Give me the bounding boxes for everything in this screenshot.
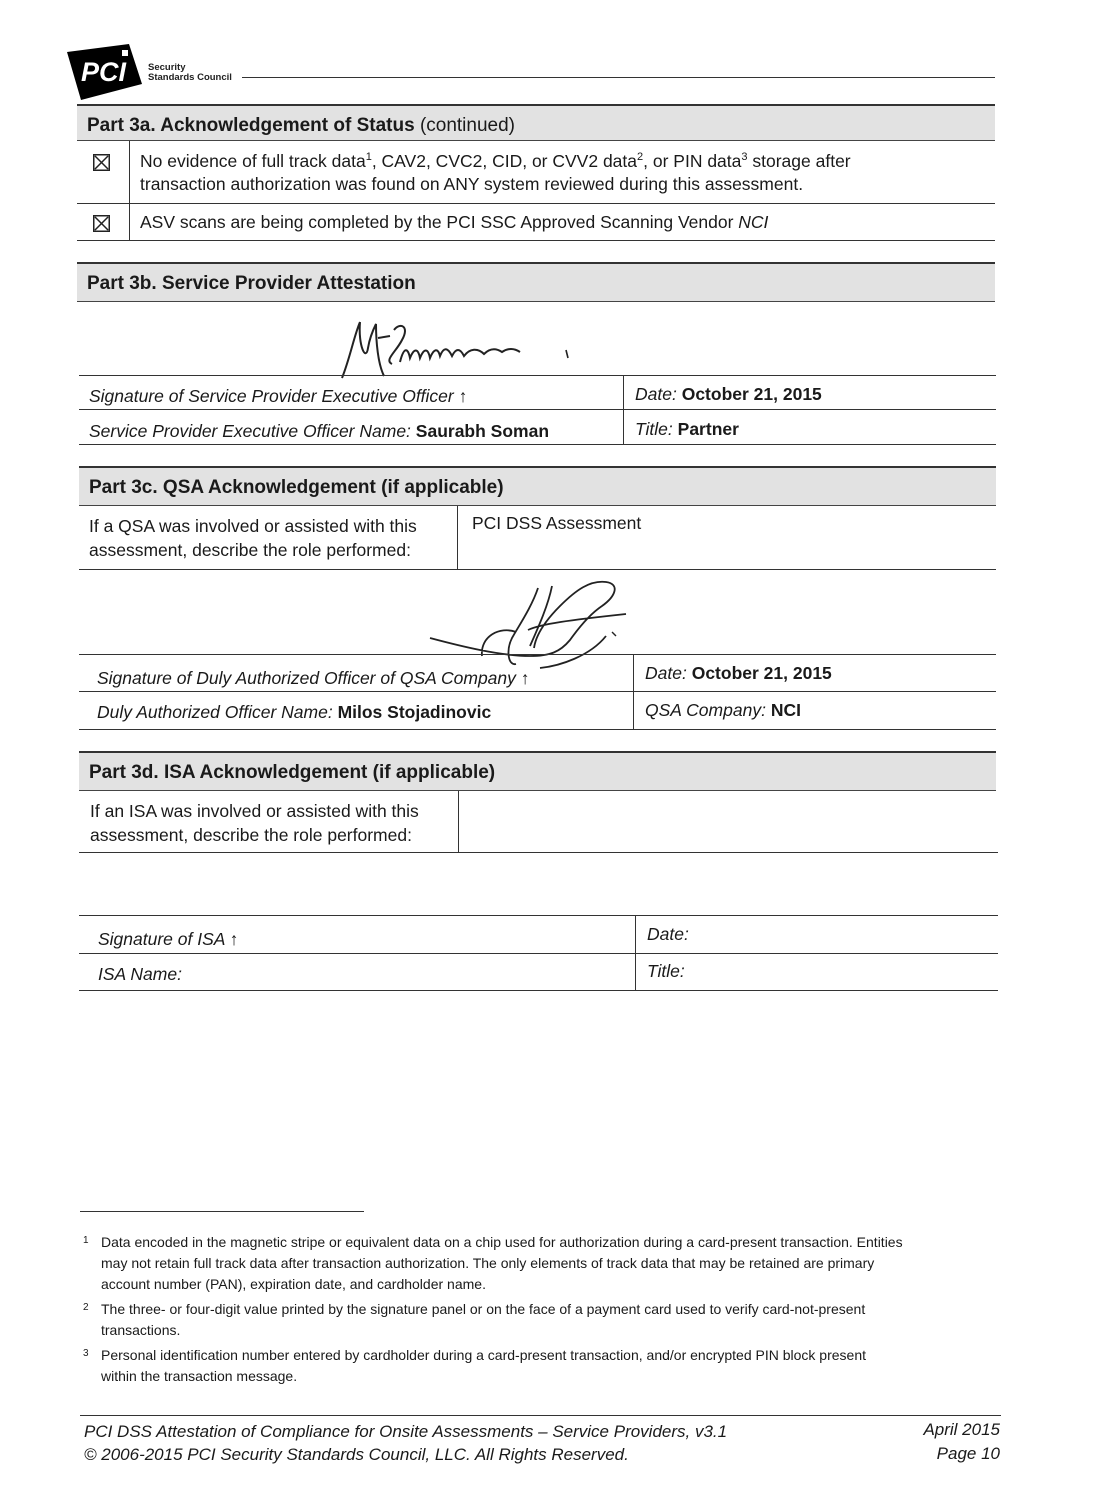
isa-signature-label: Signature of ISA ↑	[98, 929, 239, 949]
part3c-role-divider	[457, 506, 458, 570]
part3b-header	[77, 262, 995, 302]
qsa-officer-name	[97, 701, 491, 724]
isa-role-question	[90, 799, 419, 847]
exec-title-value: Partner	[677, 419, 739, 439]
part3d-title: Part 3d. ISA Acknowledgement (if applicable)	[89, 762, 496, 783]
qsa-date-value: October 21, 2015	[691, 663, 832, 683]
part3a-header	[77, 104, 995, 141]
part3d-row-divider	[79, 953, 998, 954]
qsa-officer-name-label: Duly Authorized Officer Name:	[97, 702, 333, 722]
footnote-1	[101, 1232, 903, 1295]
qsa-signature	[420, 576, 640, 674]
isa-role-question-line-2: assessment, describe the role performed:	[90, 825, 412, 845]
svg-text:PCI: PCI	[81, 57, 127, 87]
part3a-item-1-text-c: , or PIN data	[643, 151, 742, 171]
part3a-item-1-line-2: transaction authorization was found on ANY system reviewed during this assessment.	[140, 174, 804, 194]
part3b-title: Part 3b. Service Provider Attestation	[87, 273, 416, 294]
exec-name	[89, 420, 549, 443]
exec-title-label: Title:	[635, 419, 673, 439]
part3c-row-divider	[79, 691, 996, 692]
part3a-item-1-text-b: , CAV2, CVC2, CID, or CVV2 data	[371, 151, 638, 171]
footer-copyright: © 2006-2015 PCI Security Standards Council, LLC. All Rights Reserved.	[84, 1445, 629, 1464]
footer-page-number: Page 10	[936, 1444, 1000, 1463]
qsa-company-label: QSA Company:	[645, 700, 766, 720]
part3c-role-rule	[79, 569, 996, 570]
isa-title-label: Title:	[647, 961, 685, 981]
footnote-2-line-2: transactions.	[101, 1322, 181, 1338]
footnote-1-line-2: may not retain full track data after transaction authorization. The only elements of track data that may be retained are primary	[101, 1255, 875, 1271]
footnote-2-number: 2	[83, 1302, 89, 1313]
part3d-bottom-rule	[79, 990, 998, 991]
part3a-bottom-rule	[77, 240, 995, 241]
qsa-date-label: Date:	[645, 663, 687, 683]
footer-doc-title: PCI DSS Attestation of Compliance for Onsite Assessments – Service Providers, v3.1	[84, 1422, 728, 1441]
qsa-signature-label: Signature of Duly Authorized Officer of QSA Company ↑	[97, 668, 530, 688]
footnote-ref-1: 1	[365, 151, 372, 164]
isa-name-label: ISA Name:	[98, 964, 182, 984]
exec-name-label: Service Provider Executive Officer Name:	[89, 421, 411, 441]
part3d-signature-rule	[79, 915, 998, 916]
checkbox-checked-icon[interactable]	[93, 215, 110, 232]
part3c-bottom-rule	[79, 729, 996, 730]
qsa-company-value: NCI	[770, 700, 801, 720]
footnote-ref-2: 2	[637, 151, 644, 164]
footnote-separator	[80, 1211, 364, 1212]
part3b-signature-rule	[79, 375, 996, 376]
footnote-ref-3: 3	[741, 151, 748, 164]
footnote-1-line-1: Data encoded in the magnetic stripe or equivalent data on a chip used for authorization during a card-present transaction. Entities	[101, 1234, 903, 1250]
part3b-divider	[623, 375, 624, 445]
part3a-row-divider	[77, 203, 995, 204]
isa-role-question-line-1: If an ISA was involved or assisted with this	[90, 801, 419, 821]
part3c-signature-rule	[79, 654, 996, 655]
qsa-officer-name-value: Milos Stojadinovic	[337, 702, 492, 722]
part3c-divider	[633, 654, 634, 730]
qsa-role-question-line-1: If a QSA was involved or assisted with this	[89, 516, 417, 536]
part3a-item-1	[140, 150, 851, 196]
part3a-divider	[129, 141, 130, 241]
part3c-title: Part 3c. QSA Acknowledgement (if applicable)	[89, 477, 504, 498]
asv-vendor: NCI	[738, 212, 769, 232]
footnote-2-line-1: The three- or four-digit value printed by the signature panel or on the face of a payment card used to verify card-not-present	[101, 1301, 866, 1317]
footer-date: April 2015	[923, 1420, 1000, 1439]
footnote-2	[101, 1299, 865, 1341]
footnote-3	[101, 1345, 866, 1387]
footnote-3-number: 3	[83, 1348, 89, 1359]
exec-signature-label: Signature of Service Provider Executive Officer ↑	[89, 386, 468, 406]
footnote-1-line-3: account number (PAN), expiration date, and cardholder name.	[101, 1276, 486, 1292]
exec-title	[635, 418, 739, 441]
part3b-bottom-rule	[79, 444, 996, 445]
org-line-1: Security	[148, 62, 186, 73]
pci-logo	[67, 44, 142, 100]
header-rule	[242, 77, 995, 78]
part3a-item-2-text: ASV scans are being completed by the PCI SSC Approved Scanning Vendor	[140, 212, 739, 232]
part3d-role-divider	[458, 791, 459, 853]
exec-date	[635, 383, 822, 406]
isa-date-label: Date:	[647, 924, 689, 944]
qsa-date	[645, 662, 832, 685]
part3a-title: Part 3a. Acknowledgement of Status	[87, 115, 415, 136]
part3c-header	[79, 466, 996, 506]
footnote-1-number: 1	[83, 1235, 89, 1246]
footnote-3-line-1: Personal identification number entered by cardholder during a card-present transaction, and/or encrypted PIN block present	[101, 1347, 866, 1363]
part3b-row-divider	[79, 409, 996, 410]
org-name	[148, 63, 232, 83]
exec-date-label: Date:	[635, 384, 677, 404]
footnote-3-line-2: within the transaction message.	[101, 1368, 298, 1384]
exec-name-value: Saurabh Soman	[415, 421, 550, 441]
part3d-header	[79, 751, 996, 791]
qsa-role-question	[89, 514, 417, 562]
org-line-2: Standards Council	[148, 72, 232, 83]
part3a-item-1-text-a: No evidence of full track data	[140, 151, 366, 171]
qsa-role-question-line-2: assessment, describe the role performed:	[89, 540, 411, 560]
executive-signature	[330, 318, 590, 382]
footer-rule	[80, 1415, 1001, 1416]
part3a-item-1-text-d: storage after	[747, 151, 851, 171]
qsa-company	[645, 699, 801, 722]
exec-date-value: October 21, 2015	[681, 384, 822, 404]
checkbox-checked-icon[interactable]	[93, 154, 110, 171]
qsa-role-value: PCI DSS Assessment	[472, 513, 642, 533]
part3a-title-suffix: (continued)	[419, 115, 515, 136]
part3d-role-rule	[79, 852, 998, 853]
part3a-item-2	[140, 211, 768, 234]
